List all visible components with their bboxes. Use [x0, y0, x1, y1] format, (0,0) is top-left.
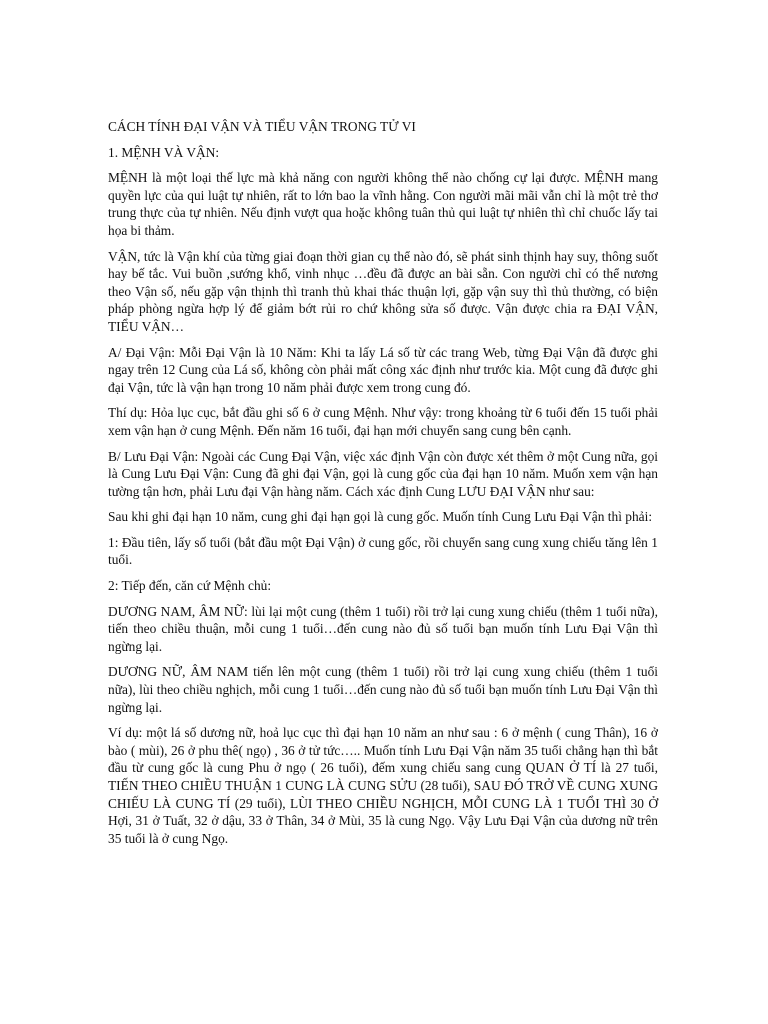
- paragraph: A/ Đại Vận: Mỗi Đại Vận là 10 Năm: Khi ta lấy Lá số từ các trang Web, từng Đại Vận đã được ghi ngay trên 12 Cung của Lá số, không còn phải mất công xác định như trước kia. Một cung đã được ghi đại Vận, tức là vận hạn trong 10 năm phải được xem trong cung đó.: [108, 344, 658, 395]
- paragraph: DƯƠNG NAM, ÂM NỮ: lùi lại một cung (thêm 1 tuổi) rồi trở lại cung xung chiếu (thêm 1 tuổi nữa), tiến theo chiều thuận, mỗi cung 1 tuổi…đến cung nào đủ số tuổi bạn muốn tính Lưu Đại Vận thì ngừng lại.: [108, 603, 658, 654]
- paragraph: 2: Tiếp đến, căn cứ Mệnh chủ:: [108, 578, 272, 594]
- paragraph: Sau khi ghi đại hạn 10 năm, cung ghi đại hạn gọi là cung gốc. Muốn tính Cung Lưu Đại Vận thì phải:: [108, 509, 653, 525]
- paragraph: MỆNH là một loại thế lực mà khả năng con người không thể nào chống cự lại được. MỆNH mang quyền lực của qui luật tự nhiên, rất to lớn bao la vĩnh hằng. Con người mãi mãi vẫn chỉ là một trẻ thơ trung thực của tự nhiên. Nếu định vượt qua hoặc không tuân thủ qui luật tự nhiên thì chỉ chuốc lấy tai họa bi thảm.: [108, 170, 658, 238]
- paragraph: 1: Đầu tiên, lấy số tuổi (bắt đầu một Đại Vận) ở cung gốc, rồi chuyển sang cung xung chiếu tăng lên 1 tuổi.: [108, 534, 658, 568]
- paragraph: Ví dụ: một lá số dương nữ, hoả lục cục thì đại hạn 10 năm an như sau : 6 ở mệnh ( cung Thân), 16 ở bào ( mùi), 26 ở phu thê( ngọ) , 36 ở tử tức….. Muốn tính Lưu Đại Vận năm 35 tuổi chẳng hạn thì bắt đầu từ cung gốc là cung Phu ở ngọ ( 26 tuổi), đếm xung chiếu sang cung QUAN Ở TÍ là 27 tuổi, TIẾN THEO CHIỀU THUẬN 1 CUNG LÀ CUNG SỬU (28 tuổi), SAU ĐÓ TRỞ VỀ CUNG XUNG CHIẾU LÀ CUNG TÍ (29 tuổi), LÙI THEO CHIỀU NGHỊCH, MỖI CUNG LÀ 1 TUỔI THÌ 30 Ở Hợi, 31 ở Tuất, 32 ở dậu, 33 ở Thân, 34 ở Mùi, 35 là cung Ngọ. Vậy Lưu Đại Vận của dương nữ trên 35 tuổi là ở cung Ngọ.: [108, 725, 658, 846]
- paragraph: Thí dụ: Hỏa lục cục, bắt đầu ghi số 6 ở cung Mệnh. Như vậy: trong khoảng từ 6 tuổi đến 15 tuổi phải xem vận hạn ở cung Mệnh. Đến năm 16 tuổi, đại hạn mới chuyển sang cung bên cạnh.: [108, 405, 658, 438]
- paragraph: B/ Lưu Đại Vận: Ngoài các Cung Đại Vận, việc xác định Vận còn được xét thêm ở một Cung nữa, gọi là Cung Lưu Đại Vận: Cung đã ghi đại Vận, gọi là cung gốc của đại hạn 10 năm. Muốn xem vận hạn tường tận hơn, phải Lưu đại Vận hàng năm. Cách xác định Cung LƯU ĐẠI VẬN như sau:: [108, 448, 658, 499]
- paragraph: VẬN, tức là Vận khí của từng giai đoạn thời gian cụ thể nào đó, sẽ phát sinh thịnh hay suy, thông suốt hay bế tắc. Vui buồn ,sướng khổ, vinh nhục …đều đã được an bài sẵn. Con người chỉ có thể nương theo Vận số, nếu gặp vận thịnh thì tranh thủ khai thác thuận lợi, gặp vận suy thì thủ thường, có biện pháp phòng ngừa hợp lý để giảm bớt rủi ro chứ không sửa số được. Vận được chia ra ĐẠI VẬN, TIỂU VẬN…: [108, 248, 658, 334]
- paragraph: DƯƠNG NỮ, ÂM NAM tiến lên một cung (thêm 1 tuổi) rồi trở lại cung xung chiếu (thêm 1 tuổi nữa), lùi theo chiều nghịch, mỗi cung 1 tuổi…đến cung nào đủ số tuổi bạn muốn tính Lưu Đại Vận thì ngừng lại.: [108, 664, 658, 715]
- section-heading: 1. MỆNH VÀ VẬN:: [108, 144, 220, 160]
- document-title: CÁCH TÍNH ĐẠI VẬN VÀ TIỂU VẬN TRONG TỬ VI: [108, 119, 416, 134]
- document-page: [108, 118, 658, 855]
